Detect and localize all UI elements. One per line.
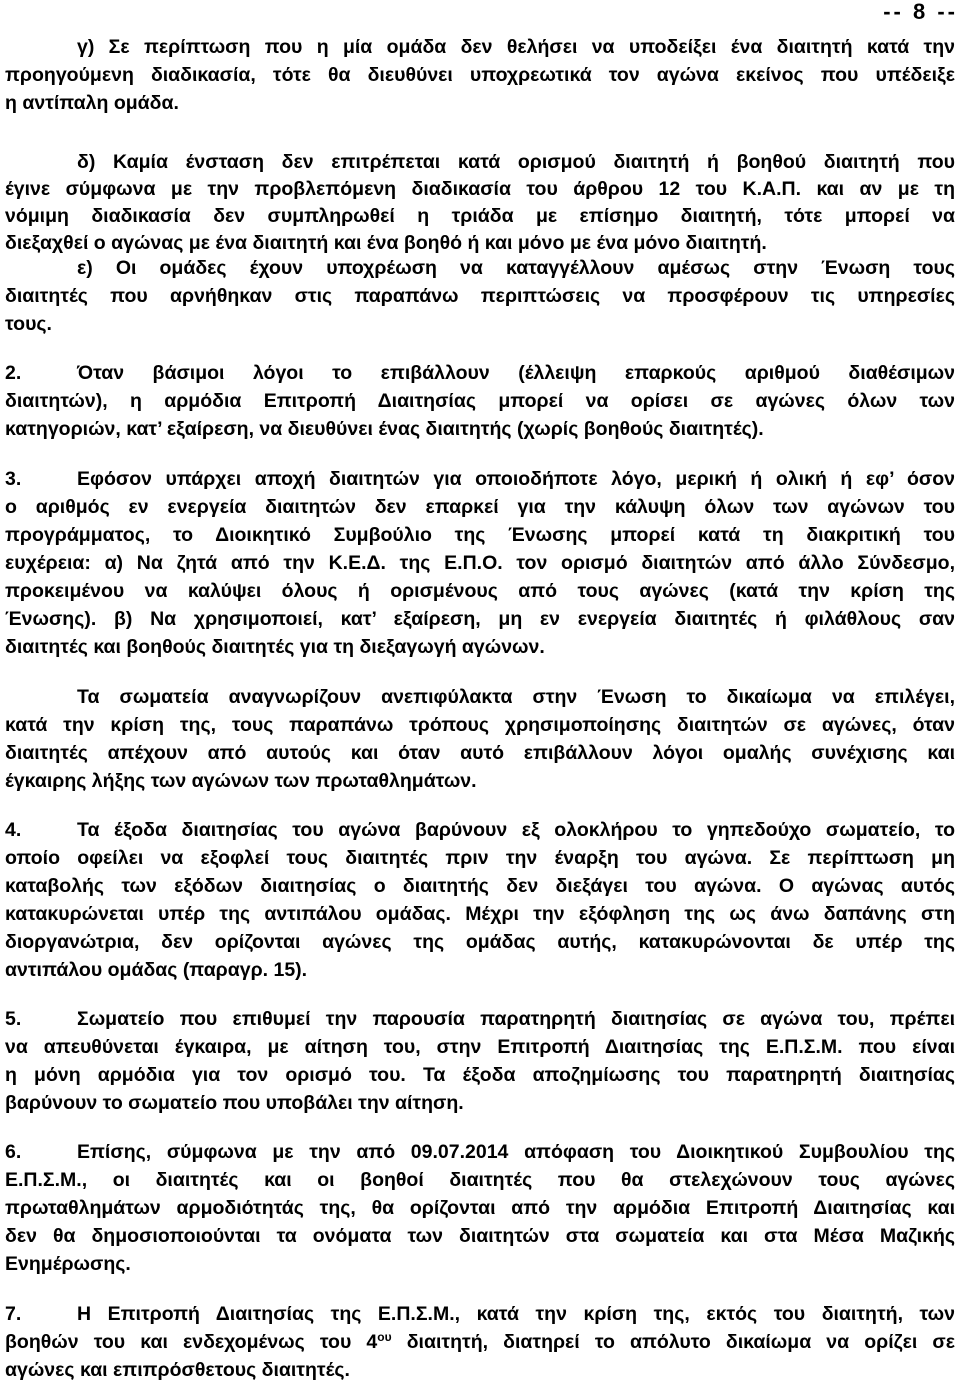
text-line: προηγούμενη διαδικασία, τότε θα διευθύνει υποχρεωτικά τον αγώνα εκείνος που υπέδειξε: [5, 64, 955, 86]
section-number: 2.: [5, 362, 22, 384]
text-line: [5, 1300, 955, 1328]
text-line: διοργανώτρια, δεν ορίζονται αγώνες της ομάδας αυτής, κατακυρώνονται δε υπέρ της: [5, 931, 955, 953]
text-line: διαιτητές απέχουν από αυτούς και όταν αυτό επιβάλλουν λόγοι ομαλής συνέχισης και: [5, 742, 955, 764]
section-first-line-text: Τα έξοδα διαιτησίας του αγώνα βαρύνουν εξ ολοκλήρου το γηπεδούχο σωματείο, το: [77, 819, 955, 841]
text-line: η αντίπαλη ομάδα.: [5, 92, 179, 114]
text-line: αγώνες και επιπρόσθετους διαιτητές.: [5, 1359, 350, 1381]
text-line: [5, 1328, 955, 1356]
text-line: αντιπάλου ομάδας (παραγρ. 15).: [5, 959, 308, 981]
text-line: προκειμένου να καλύψει όλους ή ορισμένους από τους αγώνες (κατά την κρίση της: [5, 580, 955, 602]
section-number: 5.: [5, 1008, 22, 1030]
text-line: τους.: [5, 313, 52, 335]
clause-e-paragraph: [5, 254, 955, 338]
text-line: διαιτητές που αρνήθηκαν στις παραπάνω περιπτώσεις να προσφέρουν τις υπηρεσίες: [5, 285, 955, 307]
section-first-line-text: Επίσης, σύμφωνα με την από 09.07.2014 απόφαση του Διοικητικού Συμβουλίου της: [77, 1141, 955, 1163]
section-number: 3.: [5, 468, 22, 490]
clause-d-paragraph: [5, 149, 955, 257]
section-3-paragraph: [5, 465, 955, 661]
ordinal-superscript: ου: [377, 1330, 392, 1344]
text-line: διαιτητών), η αρμόδια Επιτροπή Διαιτησίας μπορεί να ορίσει σε αγώνες όλων των: [5, 390, 955, 412]
section-number: 4.: [5, 819, 22, 841]
text-line: γ) Σε περίπτωση που η μία ομάδα δεν θελήσει να υποδείξει ένα διαιτητή κατά την: [77, 36, 955, 58]
section-2-paragraph: [5, 359, 955, 443]
section-7-paragraph: [5, 1300, 955, 1384]
text-line: η μόνη αρμόδια για τον ορισμό του. Τα έξοδα αποζημίωσης του παρατηρητή διαιτησίας: [5, 1064, 955, 1086]
text-line: Ε.Π.Σ.Μ., οι διαιτητές και οι βοηθοί διαιτητές που θα στελεχώνουν τους αγώνες: [5, 1169, 955, 1191]
clause-g-paragraph: [5, 33, 955, 117]
section-first-line-text: Εφόσον υπάρχει αποχή διαιτητών για οποιοδήποτε λόγο, μερική ή ολική ή εφ’ όσον: [77, 468, 955, 490]
section-5-paragraph: [5, 1005, 955, 1117]
text-line: νόμιμη διαδικασία δεν συμπληρωθεί η τριάδα με επίσημο διαιτητή, τότε μπορεί να: [5, 205, 955, 227]
text-line: [5, 465, 955, 493]
text-line: πρωταθλημάτων αρμοδιότητάς της, θα ορίζονται από την αρμόδια Επιτροπή Διαιτησίας και: [5, 1197, 955, 1219]
text-line: [5, 1005, 955, 1033]
text-line: διεξαχθεί ο αγώνας με ένα διαιτητή και ένα βοηθό ή και μόνο με ένα μόνο διαιτητή.: [5, 232, 767, 254]
text-line: [5, 1138, 955, 1166]
text-line: βαρύνουν το σωματείο που υποβάλει την αίτηση.: [5, 1092, 464, 1114]
text-line: καταβολής των εξόδων διαιτησίας ο διαιτητής δεν διεξάγει του αγώνα. Ο αγώνας αυτός: [5, 875, 955, 897]
section-first-line-text: Η Επιτροπή Διαιτησίας της Ε.Π.Σ.Μ., κατά την κρίση της, εκτός του διαιτητή, των: [77, 1303, 955, 1325]
text-line: κατακυρώνεται υπέρ της αντιπάλου ομάδας. Μέχρι την εξόφληση της ως άνω δαπάνης στη: [5, 903, 955, 925]
text-line: έγκαιρης λήξης των αγώνων των πρωταθλημάτων.: [5, 770, 477, 792]
section-number: 7.: [5, 1303, 22, 1325]
text-line: κατά την κρίση της, τους παραπάνω τρόπους χρησιμοποίησης διαιτητών σε αγώνες, όταν: [5, 714, 955, 736]
section-4-paragraph: [5, 816, 955, 984]
text-line: δεν θα δημοσιοποιούνται τα ονόματα των διαιτητών στα σωματεία και στα Μέσα Μαζικής: [5, 1225, 955, 1247]
section-6-paragraph: [5, 1138, 955, 1278]
page-number: -- 8 --: [883, 0, 958, 24]
text-line: Ένωσης). β) Να χρησιμοποιεί, κατ’ εξαίρεση, μη εν ενεργεία διαιτητές ή φιλάθλους σαν: [5, 608, 955, 630]
text-segment: διαιτητή, διατηρεί το απόλυτο δικαίωμα να ορίζει σε: [391, 1331, 956, 1353]
text-line: Τα σωματεία αναγνωρίζουν ανεπιφύλακτα στην Ένωση το δικαίωμα να επιλέγει,: [77, 686, 955, 708]
text-line: κατηγοριών, κατ’ εξαίρεση, να διευθύνει ένας διαιτητής (χωρίς βοηθούς διαιτητές).: [5, 418, 764, 440]
text-line: [5, 359, 955, 387]
text-line: έγινε σύμφωνα με την προβλεπόμενη διαδικασία του άρθρου 12 του Κ.Α.Π. και αν με τη: [5, 178, 955, 200]
section-number: 6.: [5, 1141, 22, 1163]
text-line: διαιτητές και βοηθούς διαιτητές για τη διεξαγωγή αγώνων.: [5, 636, 545, 658]
section-first-line-text: Σωματείο που επιθυμεί την παρουσία παρατηρητή διαιτησίας σε αγώνα του, πρέπει: [77, 1008, 955, 1030]
text-line: Ενημέρωσης.: [5, 1253, 131, 1275]
text-line: [5, 816, 955, 844]
text-line: ο αριθμός εν ενεργεία διαιτητών δεν επαρκεί για την κάλυψη όλων των αγώνων του: [5, 496, 955, 518]
text-segment: βοηθών του και ενδεχομένως του 4: [5, 1331, 378, 1353]
clubs-acknowledgement-paragraph: [5, 683, 955, 795]
text-line: οποίο οφείλει να εξοφλεί τους διαιτητές πριν την έναρξη του αγώνα. Σε περίπτωση μη: [5, 847, 955, 869]
text-line: να απευθύνεται έγκαιρα, με αίτηση του, στην Επιτροπή Διαιτησίας της Ε.Π.Σ.Μ. που είναι: [5, 1036, 955, 1058]
text-line: προγράμματος, το Διοικητικό Συμβούλιο της Ένωσης μπορεί κατά τη διακριτική του: [5, 524, 955, 546]
section-first-line-text: Όταν βάσιμοι λόγοι το επιβάλλουν (έλλειψη επαρκούς αριθμού διαθέσιμων: [77, 362, 955, 384]
text-line: ευχέρεια: α) Να ζητά από την Κ.Ε.Δ. της Ε.Π.Ο. τον ορισμό διαιτητών από άλλο Σύνδεσμο,: [5, 552, 955, 574]
text-line: ε) Οι ομάδες έχουν υποχρέωση να καταγγέλλουν αμέσως στην Ένωση τους: [77, 257, 955, 279]
text-line: δ) Καμία ένσταση δεν επιτρέπεται κατά ορισμού διαιτητή ή βοηθού διαιτητή που: [77, 151, 955, 173]
